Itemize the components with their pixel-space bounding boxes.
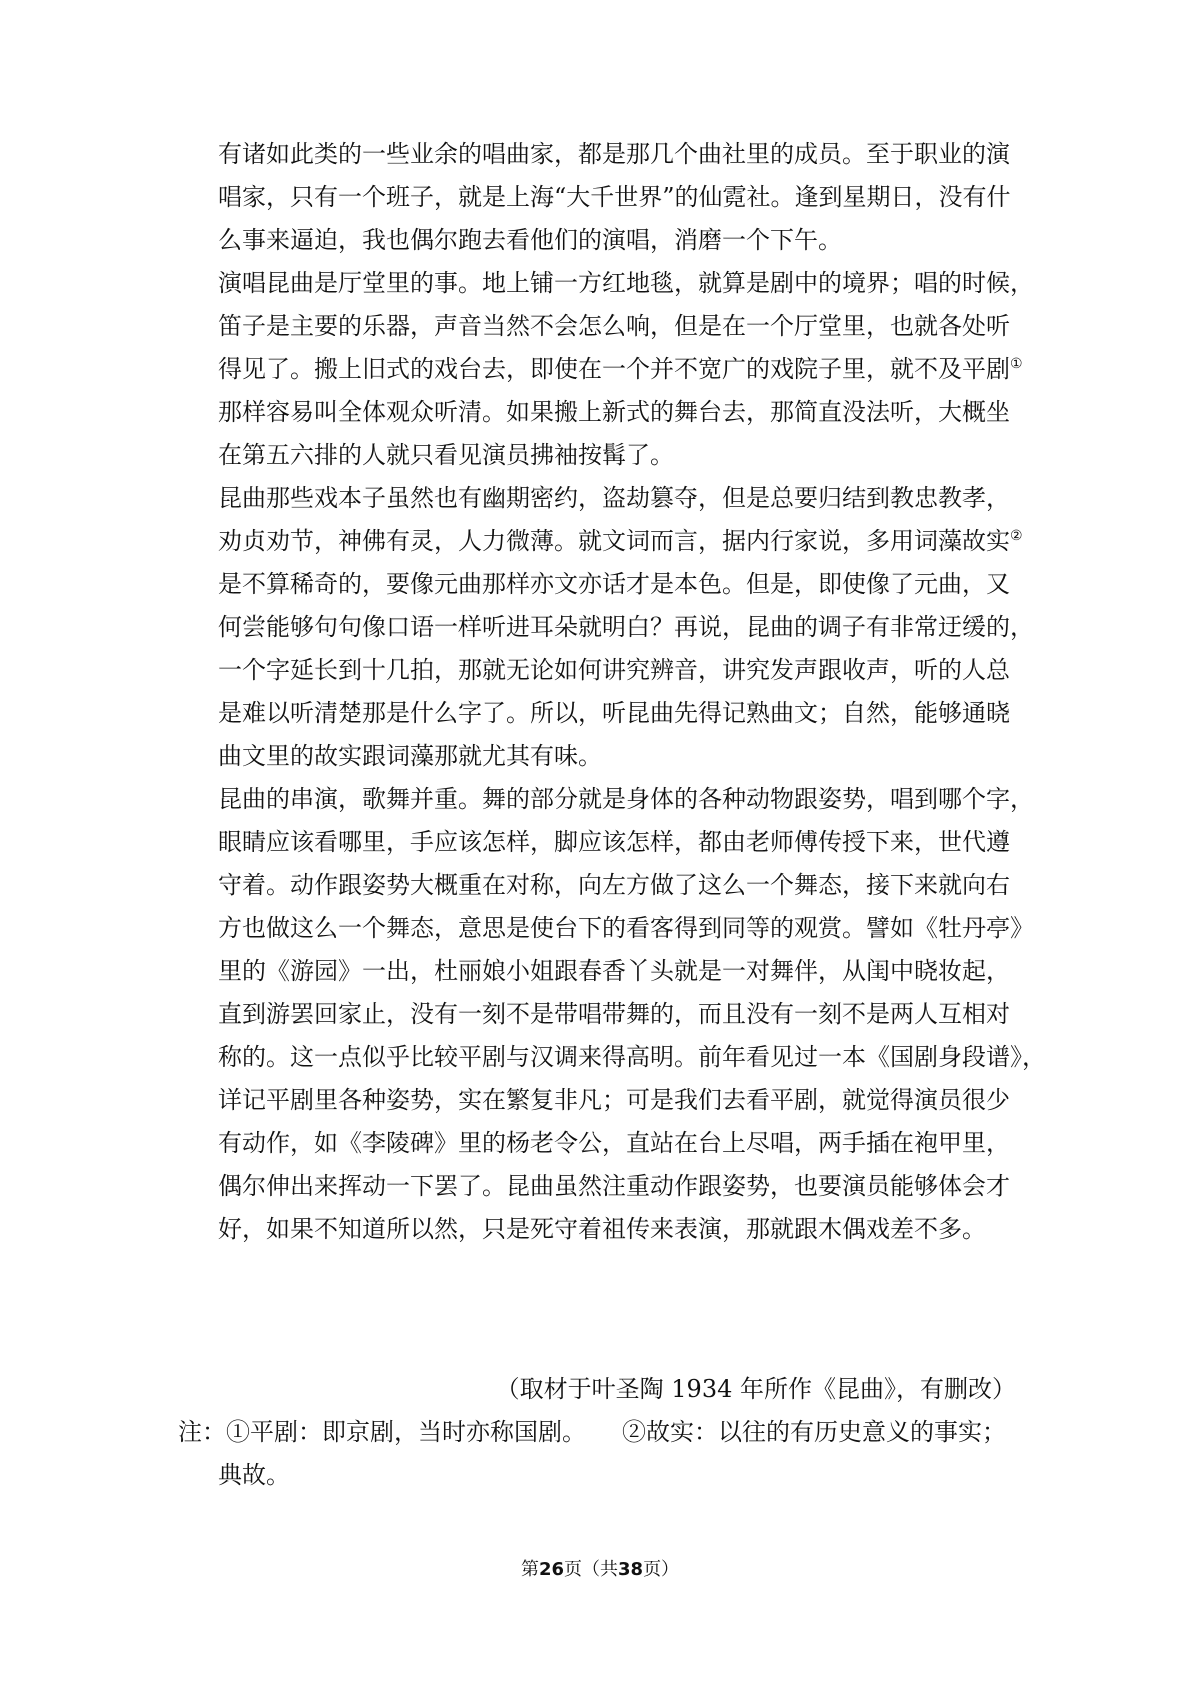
text-run: 劝贞劝节，神佛有灵，人力微薄。就文词而言，据内行家说，多用词藻故实	[218, 527, 1010, 555]
footnote-mark-1: ①	[1010, 356, 1023, 372]
page-footer	[0, 1555, 1200, 1585]
footnote-mark-2: ②	[1010, 528, 1023, 544]
text-run: 得见了。搬上旧式的戏台去，即使在一个并不宽广的戏院子里，就不及平剧	[218, 355, 1010, 383]
text-line: 是不算稀奇的，要像元曲那样亦文亦话才是本色。但是，即使像了元曲，又	[218, 570, 1010, 598]
total-pages: 38	[618, 1559, 644, 1580]
text-line: 么事来逼迫，我也偶尔跑去看他们的演唱，消磨一个下午。	[218, 226, 842, 254]
text-line: 称的。这一点似乎比较平剧与汉调来得高明。前年看见过一本《国剧身段谱》，	[218, 1043, 1046, 1071]
text-line: 有诸如此类的一些业余的唱曲家，都是那几个曲社里的成员。至于职业的演	[218, 140, 1010, 168]
text-line: 何尝能够句句像口语一样听进耳朵就明白？再说，昆曲的调子有非常迂缓的，	[218, 613, 1034, 641]
text-line: 在第五六排的人就只看见演员拂袖按髯了。	[218, 441, 674, 469]
footnote-line: 典故。	[218, 1461, 290, 1489]
text-line	[218, 347, 1023, 391]
text-line: 那样容易叫全体观众听清。如果搬上新式的舞台去，那简直没法听，大概坐	[218, 398, 1010, 426]
source-attribution: （取材于叶圣陶 1934 年所作《昆曲》，有删改）	[495, 1375, 1016, 1403]
footer-prefix: 第	[520, 1559, 539, 1580]
text-line: 详记平剧里各种姿势，实在繁复非凡；可是我们去看平剧，就觉得演员很少	[218, 1086, 1010, 1114]
text-line: 眼睛应该看哪里，手应该怎样，脚应该怎样，都由老师傅传授下来，世代遵	[218, 828, 1010, 856]
text-line: 直到游罢回家止，没有一刻不是带唱带舞的，而且没有一刻不是两人互相对	[218, 1000, 1010, 1028]
text-line: 方也做这么一个舞态，意思是使台下的看客得到同等的观赏。譬如《牡丹亭》	[218, 914, 1034, 942]
text-line: 好，如果不知道所以然，只是死守着祖传来表演，那就跟木偶戏差不多。	[218, 1215, 986, 1243]
text-line: 一个字延长到十几拍，那就无论如何讲究辨音，讲究发声跟收声，听的人总	[218, 656, 1010, 684]
text-line: 是难以听清楚那是什么字了。所以，听昆曲先得记熟曲文；自然，能够通晓	[218, 699, 1010, 727]
text-line: 守着。动作跟姿势大概重在对称，向左方做了这么一个舞态，接下来就向右	[218, 871, 1010, 899]
text-line: 笛子是主要的乐器，声音当然不会怎么响，但是在一个厅堂里，也就各处听	[218, 312, 1010, 340]
footer-suffix: 页）	[643, 1559, 680, 1580]
text-line: 偶尔伸出来挥动一下罢了。昆曲虽然注重动作跟姿势，也要演员能够体会才	[218, 1172, 1010, 1200]
text-line: 里的《游园》一出，杜丽娘小姐跟春香丫头就是一对舞伴，从闺中晓妆起，	[218, 957, 1010, 985]
text-line: 有动作，如《李陵碑》里的杨老令公，直站在台上尽唱，两手插在袍甲里，	[218, 1129, 1010, 1157]
text-line	[218, 519, 1023, 563]
text-line: 演唱昆曲是厅堂里的事。地上铺一方红地毯，就算是剧中的境界；唱的时候，	[218, 269, 1034, 297]
text-line: 昆曲的串演，歌舞并重。舞的部分就是身体的各种动物跟姿势，唱到哪个字，	[218, 785, 1034, 813]
footer-middle: 页（共	[564, 1559, 618, 1580]
footnote-line: 注：①平剧：即京剧，当时亦称国剧。 ②故实：以往的有历史意义的事实；	[178, 1418, 1006, 1446]
page-number: 26	[538, 1559, 564, 1580]
text-line: 昆曲那些戏本子虽然也有幽期密约，盗劫篡夺，但是总要归结到教忠教孝，	[218, 484, 1010, 512]
text-line: 曲文里的故实跟词藻那就尤其有味。	[218, 742, 602, 770]
text-line: 唱家，只有一个班子，就是上海“大千世界”的仙霓社。逢到星期日，没有什	[218, 183, 1011, 211]
